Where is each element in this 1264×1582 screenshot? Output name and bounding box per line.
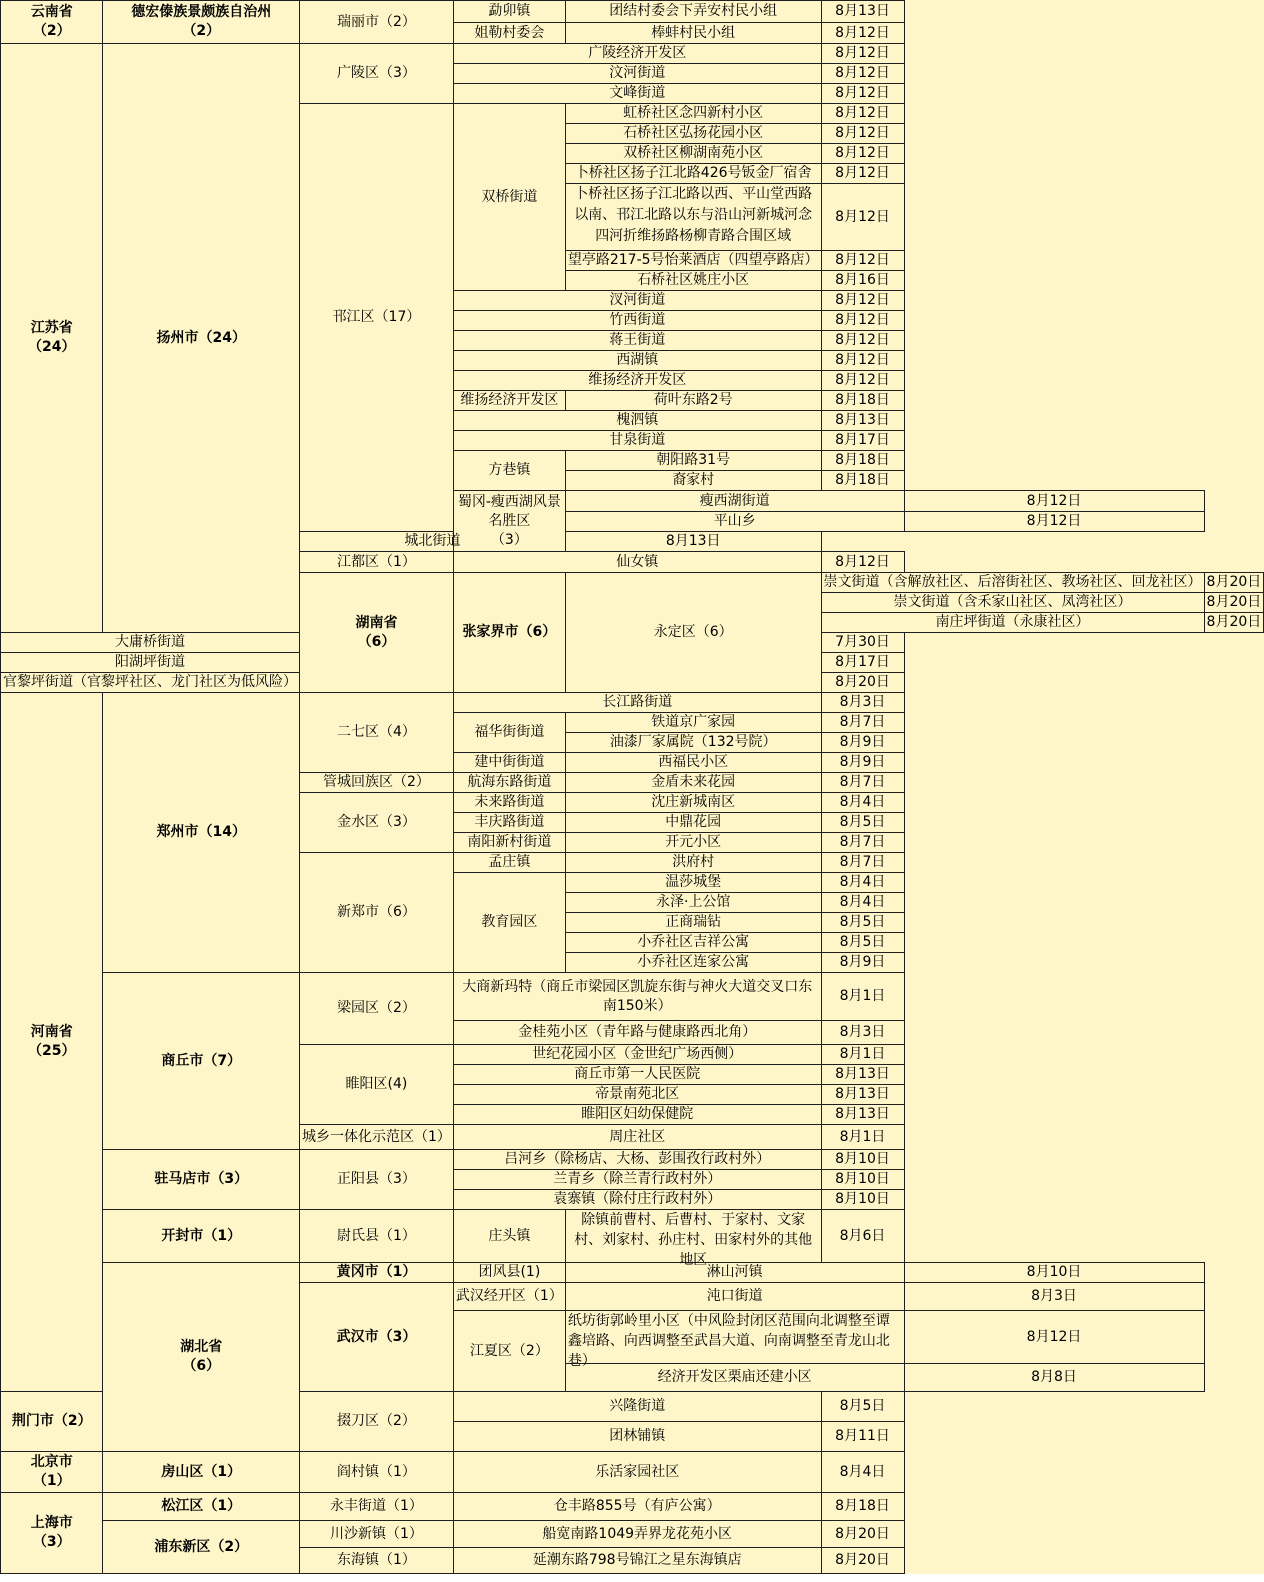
place-cell: 仙女镇 — [453, 552, 821, 573]
district-cell: 尉氏县（1） — [300, 1210, 454, 1263]
date-cell: 8月12日 — [821, 351, 904, 371]
date-cell: 8月20日 — [821, 673, 904, 693]
date-cell: 8月5日 — [821, 933, 904, 953]
place-cell: 荷叶东路2号 — [565, 391, 821, 411]
city-cell: 开封市（1） — [103, 1210, 300, 1263]
date-cell: 8月10日 — [821, 1190, 904, 1210]
place-cell: 乐活家园社区 — [453, 1452, 821, 1493]
province-cell: 北京市 （1） — [1, 1452, 103, 1493]
district-cell: 邗江区（17） — [300, 104, 454, 532]
place-cell: 长江路街道 — [453, 693, 821, 713]
place-cell: 城北街道 — [300, 532, 566, 552]
province-cell: 湖南省 （6） — [300, 573, 454, 693]
district-cell: 团风县(1) — [453, 1263, 565, 1283]
place-cell: 广陵经济开发区 — [453, 44, 821, 64]
place-cell: 竹西街道 — [453, 311, 821, 331]
district-cell: 永定区（6） — [565, 573, 821, 693]
district-cell: 梁园区（2） — [300, 973, 454, 1045]
place-cell: 沈庄新城南区 — [565, 793, 821, 813]
date-cell: 8月13日 — [821, 1085, 904, 1105]
place-cell: 朝阳路31号 — [565, 451, 821, 471]
place-cell: 小乔社区连家公寓 — [565, 953, 821, 973]
place-cell: 世纪花园小区（金世纪广场西侧） — [453, 1045, 821, 1065]
district-cell: 新郑市（6） — [300, 853, 454, 973]
town-cell: 建中街街道 — [453, 753, 565, 773]
place-cell: 裔家村 — [565, 471, 821, 491]
place-cell: 永泽·上公馆 — [565, 893, 821, 913]
district-cell: 江夏区（2） — [453, 1311, 565, 1392]
place-cell: 石桥社区弘扬花园小区 — [565, 124, 821, 144]
place-cell: 大庸桥街道 — [1, 633, 300, 653]
date-cell: 8月12日 — [821, 291, 904, 311]
place-cell: 西湖镇 — [453, 351, 821, 371]
place-cell: 汊河街道 — [453, 291, 821, 311]
date-cell: 8月3日 — [904, 1283, 1204, 1311]
date-cell: 8月10日 — [904, 1263, 1204, 1283]
town-cell: 航海东路街道 — [453, 773, 565, 793]
place-cell: 商丘市第一人民医院 — [453, 1065, 821, 1085]
place-cell: 官黎坪街道（官黎坪社区、龙门社区为低风险） — [1, 673, 300, 693]
place-cell: 睢阳区妇幼保健院 — [453, 1105, 821, 1125]
town-cell: 姐勒村委会 — [453, 23, 565, 44]
date-cell: 8月12日 — [821, 64, 904, 84]
date-cell: 8月18日 — [821, 471, 904, 491]
date-cell: 8月12日 — [821, 251, 904, 271]
district-cell: 管城回族区（2） — [300, 773, 454, 793]
district-cell: 东海镇（1） — [300, 1548, 454, 1574]
place-cell: 小乔社区吉祥公寓 — [565, 933, 821, 953]
province-cell: 江苏省 （24） — [1, 44, 103, 633]
date-cell: 8月13日 — [821, 1065, 904, 1085]
district-cell: 掇刀区（2） — [300, 1392, 454, 1452]
town-cell: 方巷镇 — [453, 451, 565, 491]
date-cell: 8月12日 — [821, 184, 904, 251]
place-cell: 淋山河镇 — [565, 1263, 904, 1283]
place-cell: 石桥社区姚庄小区 — [565, 271, 821, 291]
place-cell: 油漆厂家属院（132号院） — [565, 733, 821, 753]
town-cell: 未来路街道 — [453, 793, 565, 813]
place-cell: 崇文街道（含解放社区、后溶街社区、教场社区、回龙社区） — [821, 573, 1204, 593]
place-cell: 虹桥社区念四新村小区 — [565, 104, 821, 124]
date-cell: 8月7日 — [821, 713, 904, 733]
district-cell: 川沙新镇（1） — [300, 1521, 454, 1548]
place-cell: 阳湖坪街道 — [1, 653, 300, 673]
date-cell: 8月7日 — [821, 853, 904, 873]
date-cell: 8月12日 — [821, 371, 904, 391]
place-cell: 南庄坪街道（永康社区） — [821, 613, 1204, 633]
date-cell: 8月20日 — [1204, 573, 1264, 593]
date-cell: 8月4日 — [821, 873, 904, 893]
place-cell: 双桥社区柳湖南苑小区 — [565, 144, 821, 164]
city-cell: 黄冈市（1） — [300, 1263, 454, 1283]
place-cell: 兴隆街道 — [453, 1392, 821, 1422]
district-cell: 永丰街道（1） — [300, 1493, 454, 1521]
date-cell: 8月3日 — [821, 693, 904, 713]
date-cell: 8月12日 — [821, 552, 904, 573]
city-cell: 德宏傣族景颇族自治州 （2） — [103, 1, 300, 44]
date-cell: 8月12日 — [904, 1311, 1204, 1364]
town-cell: 维扬经济开发区 — [453, 391, 565, 411]
place-cell: 仓丰路855号（有庐公寓） — [453, 1493, 821, 1521]
date-cell: 8月17日 — [821, 653, 904, 673]
town-cell: 庄头镇 — [453, 1210, 565, 1263]
place-cell: 团林铺镇 — [453, 1422, 821, 1452]
date-cell: 8月4日 — [821, 893, 904, 913]
city-cell: 驻马店市（3） — [103, 1150, 300, 1210]
date-cell: 8月11日 — [821, 1422, 904, 1452]
place-cell: 除镇前曹村、后曹村、于家村、文家村、刘家村、孙庄村、田家村外的其他地区 — [565, 1210, 821, 1263]
district-cell: 广陵区（3） — [300, 44, 454, 104]
date-cell: 8月12日 — [821, 164, 904, 184]
town-cell: 教育园区 — [453, 873, 565, 973]
province-cell: 湖北省 （6） — [103, 1263, 300, 1452]
date-cell: 8月10日 — [821, 1150, 904, 1170]
place-cell: 沌口街道 — [565, 1283, 904, 1311]
date-cell: 7月30日 — [821, 633, 904, 653]
city-cell: 商丘市（7） — [103, 973, 300, 1150]
town-cell: 双桥街道 — [453, 104, 565, 291]
district-cell: 江都区（1） — [300, 552, 454, 573]
place-cell: 望亭路217-5号怡莱酒店（四望亭路店） — [565, 251, 821, 271]
place-cell: 经济开发区栗庙还建小区 — [565, 1364, 904, 1392]
date-cell: 8月13日 — [821, 1105, 904, 1125]
date-cell: 8月13日 — [821, 411, 904, 431]
place-cell: 中鼎花园 — [565, 813, 821, 833]
place-cell: 兰青乡（除兰青行政村外） — [453, 1170, 821, 1190]
place-cell: 团结村委会下弄安村民小组 — [565, 1, 821, 23]
town-cell: 勐卯镇 — [453, 1, 565, 23]
date-cell: 8月12日 — [821, 104, 904, 124]
place-cell: 帝景南苑北区 — [453, 1085, 821, 1105]
place-cell: 棒蚌村民小组 — [565, 23, 821, 44]
place-cell: 纸坊街郭岭里小区（中风险封闭区范围向北调整至谭鑫培路、向西调整至武昌大道、向南调整至青龙山北巷） — [565, 1311, 904, 1364]
place-cell: 吕河乡（除杨店、大杨、彭围孜行政村外） — [453, 1150, 821, 1170]
date-cell: 8月12日 — [904, 491, 1204, 512]
date-cell: 8月20日 — [1204, 593, 1264, 613]
place-cell: 金盾未来花园 — [565, 773, 821, 793]
place-cell: 卜桥社区扬子江北路以西、平山堂西路以南、邗江北路以东与沿山河新城河念四河折维扬路杨柳青路合围区域 — [565, 184, 821, 251]
date-cell: 8月3日 — [821, 1021, 904, 1045]
place-cell: 周庄社区 — [453, 1125, 821, 1150]
city-cell: 房山区（1） — [103, 1452, 300, 1493]
province-cell: 河南省 （25） — [1, 693, 103, 1392]
date-cell: 8月18日 — [821, 451, 904, 471]
date-cell: 8月13日 — [821, 1, 904, 23]
date-cell: 8月7日 — [821, 833, 904, 853]
city-cell: 浦东新区（2） — [103, 1521, 300, 1574]
place-cell: 大商新玛特（商丘市梁园区凯旋东街与神火大道交叉口东南150米） — [453, 973, 821, 1021]
place-cell: 维扬经济开发区 — [453, 371, 821, 391]
district-cell: 蜀冈-瘦西湖风景名胜区 （3） — [453, 491, 565, 552]
date-cell: 8月12日 — [821, 124, 904, 144]
city-cell: 松江区（1） — [103, 1493, 300, 1521]
province-cell: 云南省 （2） — [1, 1, 103, 44]
city-cell: 武汉市（3） — [300, 1283, 454, 1392]
place-cell: 延潮东路798号锦江之星东海镇店 — [453, 1548, 821, 1574]
place-cell: 袁寨镇（除付庄行政村外） — [453, 1190, 821, 1210]
date-cell: 8月12日 — [821, 144, 904, 164]
district-cell: 瑞丽市（2） — [300, 1, 454, 44]
district-cell: 城乡一体化示范区（1） — [300, 1125, 454, 1150]
district-cell: 睢阳区(4) — [300, 1045, 454, 1125]
date-cell: 8月7日 — [821, 773, 904, 793]
town-cell: 南阳新村街道 — [453, 833, 565, 853]
place-cell: 甘泉街道 — [453, 431, 821, 451]
city-cell: 郑州市（14） — [103, 693, 300, 973]
city-cell: 荆门市（2） — [1, 1392, 103, 1452]
date-cell: 8月8日 — [904, 1364, 1204, 1392]
place-cell: 洪府村 — [565, 853, 821, 873]
place-cell: 金桂苑小区（青年路与健康路西北角） — [453, 1021, 821, 1045]
district-cell: 二七区（4） — [300, 693, 454, 773]
place-cell: 汶河街道 — [453, 64, 821, 84]
date-cell: 8月1日 — [821, 1045, 904, 1065]
date-cell: 8月4日 — [821, 793, 904, 813]
date-cell: 8月1日 — [821, 973, 904, 1021]
date-cell: 8月6日 — [821, 1210, 904, 1263]
date-cell: 8月4日 — [821, 1452, 904, 1493]
place-cell: 温莎城堡 — [565, 873, 821, 893]
date-cell: 8月18日 — [821, 1493, 904, 1521]
place-cell: 西福民小区 — [565, 753, 821, 773]
place-cell: 蒋王街道 — [453, 331, 821, 351]
date-cell: 8月5日 — [821, 1392, 904, 1422]
date-cell: 8月5日 — [821, 813, 904, 833]
town-cell: 福华街街道 — [453, 713, 565, 753]
date-cell: 8月12日 — [821, 331, 904, 351]
date-cell: 8月9日 — [821, 953, 904, 973]
district-cell: 武汉经开区（1） — [453, 1283, 565, 1311]
place-cell: 正商瑞钻 — [565, 913, 821, 933]
date-cell: 8月16日 — [821, 271, 904, 291]
date-cell: 8月9日 — [821, 753, 904, 773]
place-cell: 文峰街道 — [453, 84, 821, 104]
city-cell: 扬州市（24） — [103, 44, 300, 633]
date-cell: 8月10日 — [821, 1170, 904, 1190]
date-cell: 8月5日 — [821, 913, 904, 933]
date-cell: 8月18日 — [821, 391, 904, 411]
date-cell: 8月13日 — [565, 532, 821, 552]
date-cell: 8月12日 — [821, 44, 904, 64]
place-cell: 卜桥社区扬子江北路426号钣金厂宿舍 — [565, 164, 821, 184]
place-cell: 槐泗镇 — [453, 411, 821, 431]
town-cell: 丰庆路街道 — [453, 813, 565, 833]
date-cell: 8月20日 — [821, 1521, 904, 1548]
place-cell: 瘦西湖街道 — [565, 491, 904, 512]
date-cell: 8月1日 — [821, 1125, 904, 1150]
place-cell: 平山乡 — [565, 512, 904, 532]
date-cell: 8月20日 — [1204, 613, 1264, 633]
date-cell: 8月12日 — [821, 84, 904, 104]
date-cell: 8月9日 — [821, 733, 904, 753]
date-cell: 8月12日 — [821, 311, 904, 331]
place-cell: 开元小区 — [565, 833, 821, 853]
city-cell: 张家界市（6） — [453, 573, 565, 693]
district-cell: 正阳县（3） — [300, 1150, 454, 1210]
place-cell: 船宽南路1049弄界龙花苑小区 — [453, 1521, 821, 1548]
date-cell: 8月20日 — [821, 1548, 904, 1574]
place-cell: 铁道京广家园 — [565, 713, 821, 733]
district-cell: 金水区（3） — [300, 793, 454, 853]
town-cell: 孟庄镇 — [453, 853, 565, 873]
date-cell: 8月12日 — [904, 512, 1204, 532]
province-cell: 上海市 （3） — [1, 1493, 103, 1574]
district-cell: 阎村镇（1） — [300, 1452, 454, 1493]
place-cell: 崇文街道（含禾家山社区、凤湾社区） — [821, 593, 1204, 613]
date-cell: 8月17日 — [821, 431, 904, 451]
date-cell: 8月12日 — [821, 23, 904, 44]
